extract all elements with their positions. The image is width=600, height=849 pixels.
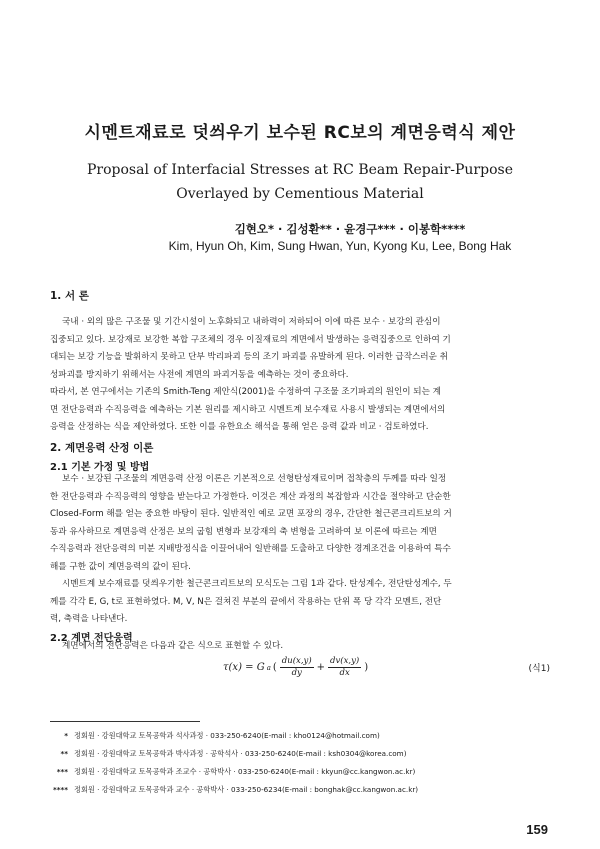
title-korean: 시멘트재료로 덧씌우기 보수된 RC보의 계면응력식 제안	[84, 123, 516, 143]
text-line: 대되는 보강 기능을 발휘하지 못하고 단부 박리파괴 등의 조기 파괴를 유발하게 된다. 이러한 급작스러운 취	[50, 352, 448, 362]
formula-lhs: τ(x) = G	[223, 662, 265, 673]
fraction-1	[280, 656, 314, 679]
text-line: 따라서, 본 연구에서는 기존의 Smith-Teng 제안식(2001)을 수정하여 구조물 조기파괴의 원인이 되는 계	[50, 387, 441, 397]
text-line: 성파괴를 방지하기 위해서는 사전에 계면의 파괴거동을 예측하는 것이 중요하다.	[50, 369, 349, 380]
footnote-2	[50, 748, 550, 760]
formula-plus: +	[316, 662, 326, 673]
footnote-mark: ****	[52, 785, 68, 794]
section-2-heading: 2. 계면응력 산정 이론	[50, 442, 154, 454]
text-line: 력, 축력을 나타낸다.	[50, 614, 128, 624]
footnote-text: 정회원 · 강원대학교 토목공학과 석사과정 · 033-250-6240(E-mail : kho0124@hotmail.com)	[74, 731, 380, 740]
equation-1	[50, 654, 550, 682]
formula-subscript: a	[266, 663, 271, 672]
fraction-2	[328, 656, 361, 679]
footnote-text: 정회원 · 강원대학교 토목공학과 조교수 · 공학박사 · 033-250-6240(E-mail : kkyun@cc.kangwon.ac.kr)	[74, 767, 416, 776]
text-line: 께를 각각 E, G, t로 표현하였다. M, V, N은 걸쳐진 부분의 끝에서 작용하는 단위 폭 당 각각 모멘트, 전단	[50, 596, 442, 607]
footnote-mark: *	[64, 731, 68, 740]
text-line: Closed-Form 해를 얻는 중요한 바탕이 된다. 일반적인 예로 교면 포장의 경우, 간단한 철근콘크리트보의 거	[50, 509, 452, 519]
formula-paren-open: (	[272, 662, 277, 673]
footnote-1	[50, 730, 550, 742]
footnote-text: 정회원 · 강원대학교 토목공학과 교수 · 공학박사 · 033-250-6234(E-mail : bonghak@cc.kangwon.ac.kr)	[74, 785, 419, 794]
authors-korean: 김현오* · 김성환** · 윤경구*** · 이봉학****	[234, 222, 466, 236]
text-line: 집중되고 있다. 보강재로 보강한 복합 구조체의 경우 이질재료의 계면에서 발생하는 응력집중으로 인하여 기	[50, 334, 451, 345]
text-line: 동과 유사하므로 계면응력 산정은 보의 굽힘 변형과 보강재의 축 변형을 고려하여 보 이론에 따르는 계면	[50, 526, 437, 537]
footnote-divider	[50, 721, 200, 722]
fraction-1-denominator: dy	[291, 668, 302, 678]
text-line: 면 전단응력과 수직응력을 예측하는 기본 원리를 제시하고 시멘트계 보수재료 사용시 발생되는 계면에서의	[50, 404, 446, 415]
footnote-3	[50, 766, 550, 778]
text-line: 계면에서의 전단응력은 다음과 같은 식으로 표현할 수 있다.	[62, 641, 284, 651]
text-line: 보수 · 보강된 구조물의 계면응력 산정 이론은 기본적으로 선형탄성재료이며 접착층의 두께를 따라 일정	[62, 474, 447, 484]
shear-stress-formula	[223, 656, 368, 679]
section-1-paragraph-2	[50, 384, 550, 437]
subsection-2-2-heading: 2.2 계면 전단응력	[50, 633, 133, 644]
text-line: 해를 구한 값이 계면응력의 값이 된다.	[50, 561, 191, 572]
fraction-2-numerator: dv(x,y)	[330, 656, 360, 666]
page-number: 159	[526, 822, 548, 837]
text-line: 응력을 산정하는 식을 제안하였다. 또한 이를 유한요소 해석을 통해 얻은 응력 값과 비교 · 검토하였다.	[50, 422, 429, 432]
subsection-2-1-heading: 2.1 기본 가정 및 방법	[50, 462, 150, 473]
section-1-heading: 1. 서 론	[50, 290, 89, 302]
footnote-text: 정회원 · 강원대학교 토목공학과 박사과정 · 공학석사 · 033-250-6240(E-mail : ksh0304@korea.com)	[74, 749, 407, 758]
text-line: 시멘트계 보수재료를 덧씌우기한 철근콘크리트보의 모식도는 그림 1과 같다. 탄성계수, 전단탄성계수, 두	[62, 579, 452, 589]
fraction-2-denominator: dx	[339, 668, 350, 678]
section-2-1-paragraph-2	[50, 576, 550, 629]
formula-paren-close: )	[364, 662, 369, 673]
section-2-1-paragraph-1	[50, 471, 550, 576]
text-line: 한 전단응력과 수직응력의 영향을 받는다고 가정한다. 이것은 계산 과정의 복잡함과 시간을 절약하고 단순한	[50, 491, 451, 502]
authors-english: Kim, Hyun Oh, Kim, Sung Hwan, Yun, Kyong Ku, Lee, Bong Hak	[168, 239, 512, 253]
text-line: 수직응력과 전단응력의 미분 지배방정식을 이끌어내어 일반해를 도출하고 다양한 경계조건을 이용하여 특수	[50, 544, 451, 554]
title-english-line-2: Overlayed by Cementious Material	[176, 186, 424, 202]
equation-number: (식1)	[528, 664, 550, 674]
text-line: 국내 · 외의 많은 구조물 및 기간시설이 노후화되고 내하력이 저하되어 이에 따른 보수 · 보강의 관심이	[62, 317, 441, 327]
title-english-line-1: Proposal of Interfacial Stresses at RC Beam Repair-Purpose	[86, 162, 513, 178]
footnote-mark: **	[60, 749, 68, 758]
section-1-paragraph-1	[50, 314, 550, 384]
footnote-4	[50, 784, 550, 796]
fraction-1-numerator: du(x,y)	[281, 656, 312, 666]
footnote-mark: ***	[56, 767, 68, 776]
section-2-2-intro	[50, 638, 550, 656]
